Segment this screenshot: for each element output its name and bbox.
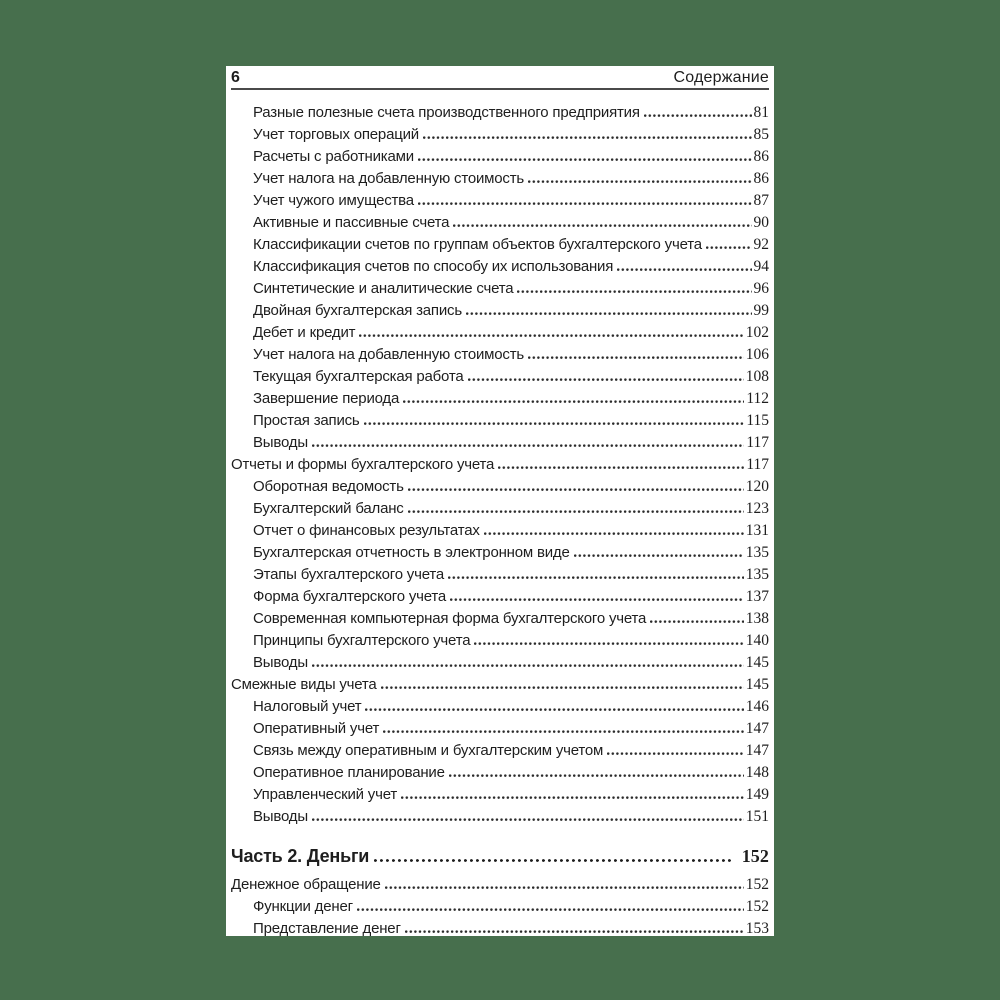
toc-entry [231,520,769,542]
toc-entry [231,498,769,520]
toc-entry-page: 152 [745,876,769,893]
toc-entry [231,564,769,586]
toc-leader-dots [385,886,744,889]
toc-entry-label: Бухгалтерская отчетность в электронном виде [253,544,570,561]
toc-entry-label: Оперативный учет [253,720,380,737]
toc-entry [231,476,769,498]
toc-leader-dots [466,312,752,315]
book-page [226,66,774,936]
toc-entry-page: 86 [753,148,769,165]
toc-entry [231,344,769,366]
toc-leader-dots [474,642,743,645]
toc-leader-dots [448,576,744,579]
toc-entry [231,608,769,630]
toc-leader-dots [528,356,744,359]
toc-entry-label: Связь между оперативным и бухгалтерским учетом [253,742,604,759]
toc-entry-label: Оперативное планирование [253,764,445,781]
toc-entry-label: Классификации счетов по группам объектов бухгалтерского учета [253,236,702,253]
toc-leader-dots [574,554,744,557]
toc-entry-label: Учет торговых операций [253,126,419,143]
toc-entry [231,322,769,344]
toc-entry-label: Управленческий учет [253,786,398,803]
toc-leader-dots [405,930,744,933]
toc-entry-label: Современная компьютерная форма бухгалтерского учета [253,610,647,627]
toc-leader-dots [449,774,744,777]
toc-entry-label: Принципы бухгалтерского учета [253,632,471,649]
toc-entry-page: 85 [753,126,769,143]
toc-entry-label: Смежные виды учета [231,676,377,693]
toc-entry [231,896,769,918]
toc-entry-page: 94 [753,258,769,275]
toc-leader-dots [468,378,744,381]
toc-entry-label: Отчеты и формы бухгалтерского учета [231,456,495,473]
toc-leader-dots [408,510,744,513]
table-of-contents [231,102,769,940]
toc-entry-page: 117 [746,456,769,473]
toc-entry-label: Функции денег [253,898,353,915]
toc-entry-page: 112 [746,390,769,407]
toc-entry [231,740,769,762]
toc-entry-page: 149 [745,786,769,803]
toc-leader-dots [617,268,751,271]
toc-leader-dots [423,136,752,139]
toc-entry-label: Налоговый учет [253,698,362,715]
toc-entry-page: 120 [745,478,769,495]
toc-entry-label: Форма бухгалтерского учета [253,588,447,605]
toc-entry [231,234,769,256]
toc-entry-label: Синтетические и аналитические счета [253,280,514,297]
toc-entry-page: 131 [745,522,769,539]
toc-leader-dots [644,114,752,117]
toc-entry-label: Денежное обращение [231,876,381,893]
toc-entry-page: 87 [753,192,769,209]
toc-entry-label: Простая запись [253,412,360,429]
toc-leader-dots [357,908,744,911]
toc-leader-dots [383,730,744,733]
toc-entry [231,542,769,564]
toc-entry-label: Текущая бухгалтерская работа [253,368,464,385]
toc-entry-label: Учет чужого имущества [253,192,414,209]
toc-entry [231,124,769,146]
toc-leader-dots [312,818,744,821]
toc-entry [231,256,769,278]
toc-leader-dots [359,334,743,337]
toc-entry-page: 108 [745,368,769,385]
toc-entry-page: 137 [745,588,769,605]
page-number: 6 [231,69,240,86]
toc-entry-label: Оборотная ведомость [253,478,404,495]
toc-entry [231,278,769,300]
toc-leader-dots [403,400,744,403]
toc-entry-page: 146 [745,698,769,715]
toc-entry-label: Бухгалтерский баланс [253,500,404,517]
toc-entry-label: Завершение периода [253,390,400,407]
toc-entry-label: Дебет и кредит [253,324,356,341]
toc-entry-label: Классификация счетов по способу их использования [253,258,614,275]
toc-entry-page: 153 [745,920,769,937]
toc-entry-label: Отчет о финансовых результатах [253,522,480,539]
toc-entry-page: 115 [746,412,769,429]
toc-leader-dots [312,444,744,447]
toc-entry-page: 92 [753,236,769,253]
toc-entry-label: Этапы бухгалтерского учета [253,566,445,583]
toc-entry [231,674,769,696]
toc-entry-label: Выводы [253,808,308,825]
header-rule [231,88,769,90]
toc-entry [231,168,769,190]
toc-entry-label: Активные и пассивные счета [253,214,450,231]
toc-entry [231,630,769,652]
toc-entry [231,806,769,828]
toc-leader-dots [418,158,752,161]
toc-entry-label: Выводы [253,654,308,671]
toc-entry-page: 99 [753,302,769,319]
toc-entry [231,718,769,740]
toc-leader-dots [498,466,744,469]
toc-entry-page: 152 [745,898,769,915]
toc-entry-label: Разные полезные счета производственного предприятия [253,104,640,121]
toc-entry-page: 135 [745,566,769,583]
page-header [231,68,769,87]
toc-entry-label: Выводы [253,434,308,451]
toc-entry-page: 81 [753,104,769,121]
toc-entry-page: 147 [745,742,769,759]
toc-entry [231,300,769,322]
toc-entry [231,388,769,410]
toc-part-heading [231,843,769,869]
toc-entry-label: Расчеты с работниками [253,148,414,165]
toc-entry [231,146,769,168]
toc-entry [231,102,769,124]
toc-entry-page: 151 [745,808,769,825]
toc-entry-page: 117 [746,434,769,451]
toc-leader-dots [364,422,745,425]
toc-entry-page: 140 [745,632,769,649]
toc-leader-dots [450,598,744,601]
toc-leader-dots [607,752,744,755]
toc-entry-page: 138 [745,610,769,627]
toc-entry-page: 147 [745,720,769,737]
toc-leader-dots [418,202,752,205]
toc-entry-page: 90 [753,214,769,231]
toc-entry [231,918,769,940]
toc-entry [231,454,769,476]
toc-entry [231,212,769,234]
toc-entry-label: Учет налога на добавленную стоимость [253,346,525,363]
toc-entry [231,410,769,432]
toc-entry [231,366,769,388]
toc-entry-page: 102 [745,324,769,341]
toc-entry-page: 96 [753,280,769,297]
toc-leader-dots [408,488,744,491]
toc-leader-dots [484,532,744,535]
toc-entry-page: 106 [745,346,769,363]
toc-entry [231,784,769,806]
toc-leader-dots [374,859,732,862]
toc-entry [231,874,769,896]
toc-entry [231,190,769,212]
toc-entry [231,432,769,454]
toc-entry [231,586,769,608]
toc-leader-dots [453,224,751,227]
toc-leader-dots [650,620,744,623]
toc-entry-page: 123 [745,500,769,517]
toc-entry-page: 145 [745,654,769,671]
toc-entry-page: 145 [745,676,769,693]
toc-entry [231,762,769,784]
toc-entry [231,652,769,674]
toc-entry-label: Часть 2. Деньги [231,846,370,866]
toc-entry-page: 86 [753,170,769,187]
toc-entry-label: Учет налога на добавленную стоимость [253,170,525,187]
toc-leader-dots [365,708,743,711]
toc-entry-page: 148 [745,764,769,781]
toc-leader-dots [528,180,751,183]
toc-entry-label: Двойная бухгалтерская запись [253,302,462,319]
toc-leader-dots [381,686,744,689]
toc-leader-dots [517,290,751,293]
toc-leader-dots [401,796,744,799]
page-title: Содержание [673,69,769,86]
toc-entry [231,696,769,718]
toc-leader-dots [312,664,744,667]
toc-leader-dots [706,246,752,249]
toc-entry-page: 152 [741,846,769,866]
toc-entry-label: Представление денег [253,920,401,937]
toc-entry-page: 135 [745,544,769,561]
